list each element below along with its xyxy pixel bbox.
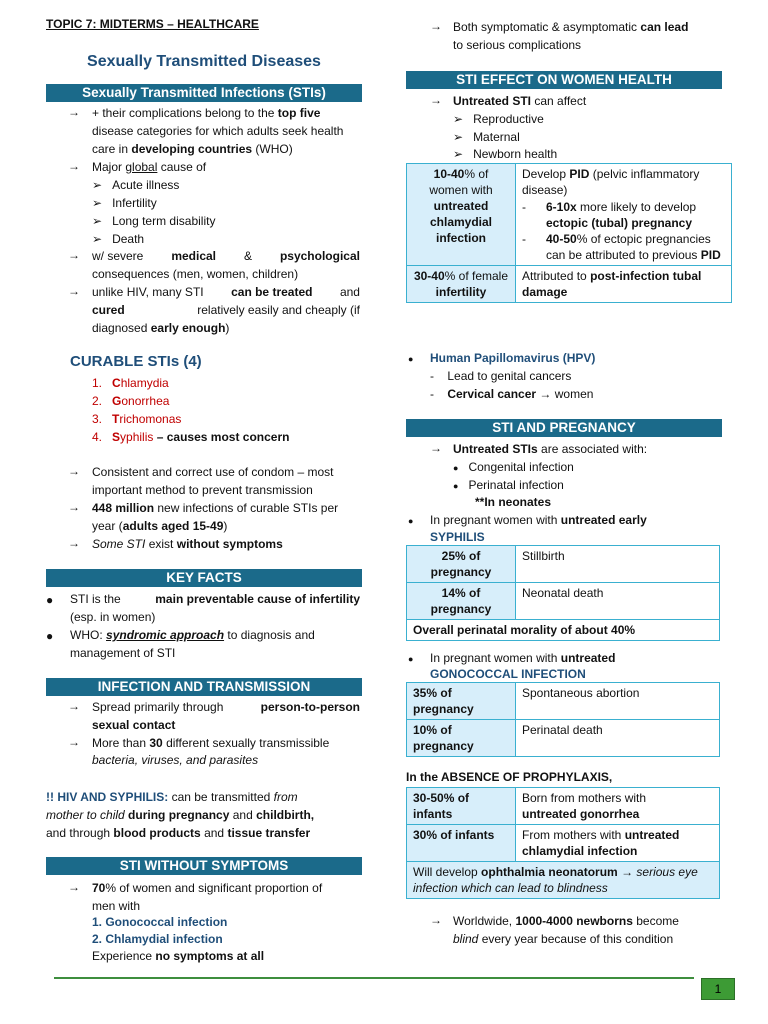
text-line: In pregnant women with untreated early [430, 513, 647, 527]
text-line: 70% of women and significant proportion of [92, 881, 323, 895]
bullet-icon: ● [46, 629, 54, 643]
text-line: STI is the main preventable cause of infertility [70, 592, 360, 606]
text-line: consequences (men, women, children) [92, 267, 299, 281]
section-bar-stis: Sexually Transmitted Infections (STIs) [46, 84, 362, 102]
bullet-icon: ● [408, 654, 414, 664]
text-line: year (adults aged 15-49) [92, 519, 228, 533]
table-cell: Attributed to post-infection tubal damage [516, 266, 732, 303]
arrow-icon: → [68, 699, 80, 713]
table-cell: 30-50% of infants [407, 788, 516, 825]
table-row [407, 164, 732, 266]
text-line: unlike HIV, many STI can be treated and [92, 285, 360, 299]
text-line: care in developing countries (WHO) [92, 142, 293, 156]
list-item: 2. Chlamydial infection [92, 932, 223, 946]
table-row [407, 546, 720, 583]
cause-item: ➢ Acute illness [92, 178, 180, 192]
syphilis-table [406, 545, 720, 641]
text-line: to serious complications [453, 38, 582, 52]
table-cell: 25% of pregnancy [407, 546, 516, 583]
topic-header: TOPIC 7: MIDTERMS – HEALTHCARE [46, 17, 259, 31]
text-line: In pregnant women with untreated [430, 651, 616, 665]
text-line: Some STI exist without symptoms [92, 537, 283, 551]
affect-item: ➢ Maternal [453, 130, 520, 144]
table-row [407, 583, 720, 620]
prophylaxis-table [406, 787, 720, 899]
curable-item: 3. Trichomonas [92, 412, 182, 426]
text-line: SYPHILIS [430, 530, 485, 544]
text-line: cured relatively easily and cheaply (if [92, 303, 360, 317]
curable-item: 2. Gonorrhea [92, 394, 170, 408]
bullet-icon: ● [46, 593, 54, 607]
cause-item: ➢ Long term disability [92, 214, 216, 228]
text-line: - Lead to genital cancers [430, 369, 572, 383]
text-line: Spread primarily through person-to-person [92, 700, 360, 714]
page-title: Sexually Transmitted Diseases [87, 53, 321, 70]
table-cell: Will develop ophthalmia neonatorum → serious eye infection which can lead to blindness [407, 862, 720, 899]
text-line: mother to child during pregnancy and childbirth, [46, 808, 315, 822]
arrow-icon: → [68, 880, 80, 894]
text-line: disease categories for which adults seek health [92, 124, 344, 138]
table-row [407, 620, 720, 641]
arrow-icon: → [68, 500, 80, 514]
text-line: Major global cause of [92, 160, 207, 174]
table-row [407, 862, 720, 899]
table-cell: Born from mothers with untreated gonorrhea [516, 788, 720, 825]
text-line: (esp. in women) [70, 610, 156, 624]
curable-item: 1. Chlamydia [92, 376, 169, 390]
arrow-icon: → [430, 93, 442, 107]
text-line: GONOCOCCAL INFECTION [430, 667, 586, 681]
list-item: ● Congenital infection [453, 460, 574, 474]
text-line: important method to prevent transmission [92, 483, 313, 497]
text-line: and through blood products and tissue transfer [46, 826, 311, 840]
text-line: - Cervical cancer → women [430, 387, 594, 401]
text-line: + their complications belong to the top five [92, 106, 321, 120]
text-line: men with [92, 899, 141, 913]
women-health-table [406, 163, 732, 303]
table-cell: 10% of pregnancy [407, 720, 516, 757]
text-line: More than 30 different sexually transmissible [92, 736, 330, 750]
bullet-icon: ● [408, 516, 414, 526]
cause-item: ➢ Infertility [92, 196, 157, 210]
table-cell: From mothers with untreated chlamydial infection [516, 825, 720, 862]
section-bar-women-health: STI EFFECT ON WOMEN HEALTH [406, 71, 722, 89]
arrow-icon: → [68, 159, 80, 173]
section-bar-infection: INFECTION AND TRANSMISSION [46, 678, 362, 696]
text-line: sexual contact [92, 718, 176, 732]
affect-item: ➢ Newborn health [453, 147, 558, 161]
affect-item: ➢ Reproductive [453, 112, 544, 126]
table-cell: 14% of pregnancy [407, 583, 516, 620]
table-cell: Stillbirth [516, 546, 720, 583]
text-line: management of STI [70, 646, 176, 660]
table-row [407, 825, 720, 862]
text-line: bacteria, viruses, and parasites [92, 753, 259, 767]
arrow-icon: → [68, 464, 80, 478]
page-number: 1 [701, 978, 735, 1000]
hiv-syphilis-note: !! HIV AND SYPHILIS: can be transmitted from [46, 790, 298, 804]
table-cell: 35% of pregnancy [407, 683, 516, 720]
arrow-icon: → [68, 536, 80, 550]
arrow-icon: → [68, 248, 80, 262]
table-cell: 10-40% of women with untreated chlamydial infection [407, 164, 516, 266]
gonococcal-table [406, 682, 720, 757]
list-item: 1. Gonococcal infection [92, 915, 228, 929]
text-line: Untreated STI can affect [453, 94, 587, 108]
table-row [407, 788, 720, 825]
table-cell: 30-40% of female infertility [407, 266, 516, 303]
text-line: blind every year because of this condition [453, 932, 674, 946]
arrow-icon: → [68, 284, 80, 298]
prophylaxis-heading: In the ABSENCE OF PROPHYLAXIS, [406, 770, 613, 784]
text-line: Both symptomatic & asymptomatic can lead [453, 20, 689, 34]
hpv-heading: Human Papillomavirus (HPV) [430, 351, 596, 365]
bullet-icon: ● [408, 354, 414, 364]
table-cell: Perinatal death [516, 720, 720, 757]
arrow-icon: → [430, 19, 442, 33]
table-row [407, 720, 720, 757]
table-cell: Neonatal death [516, 583, 720, 620]
arrow-icon: → [68, 735, 80, 749]
section-bar-key-facts: KEY FACTS [46, 569, 362, 587]
text-line: Untreated STIs are associated with: [453, 442, 648, 456]
cause-item: ➢ Death [92, 232, 145, 246]
text-line: Worldwide, 1000-4000 newborns become [453, 914, 679, 928]
footer-divider [54, 977, 694, 979]
section-bar-without-symptoms: STI WITHOUT SYMPTOMS [46, 857, 362, 875]
text-line: **In neonates [475, 495, 552, 509]
curable-item: 4. Syphilis – causes most concern [92, 430, 290, 444]
text-line: Consistent and correct use of condom – most [92, 465, 334, 479]
text-line: Experience no symptoms at all [92, 949, 265, 963]
table-row [407, 266, 732, 303]
arrow-icon: → [68, 105, 80, 119]
table-cell: 30% of infants [407, 825, 516, 862]
text-line: 448 million new infections of curable STIs per [92, 501, 339, 515]
arrow-icon: → [430, 913, 442, 927]
table-cell: Develop PID (pelvic inflammatory disease) - 6-10x more likely to develop ectopic (tubal) pregnancy - 40-50% of ectopic pregnancies can be attributed to previous PID [516, 164, 732, 266]
text-line: w/ severe medical & psychological [92, 249, 360, 263]
text-line: WHO: syndromic approach to diagnosis and [70, 628, 315, 642]
table-row [407, 683, 720, 720]
table-cell: Overall perinatal morality of about 40% [407, 620, 720, 641]
curable-heading: CURABLE STIs (4) [70, 353, 202, 370]
list-item: ● Perinatal infection [453, 478, 564, 492]
arrow-icon: → [430, 441, 442, 455]
text-line: diagnosed early enough) [92, 321, 230, 335]
section-bar-pregnancy: STI AND PREGNANCY [406, 419, 722, 437]
table-cell: Spontaneous abortion [516, 683, 720, 720]
